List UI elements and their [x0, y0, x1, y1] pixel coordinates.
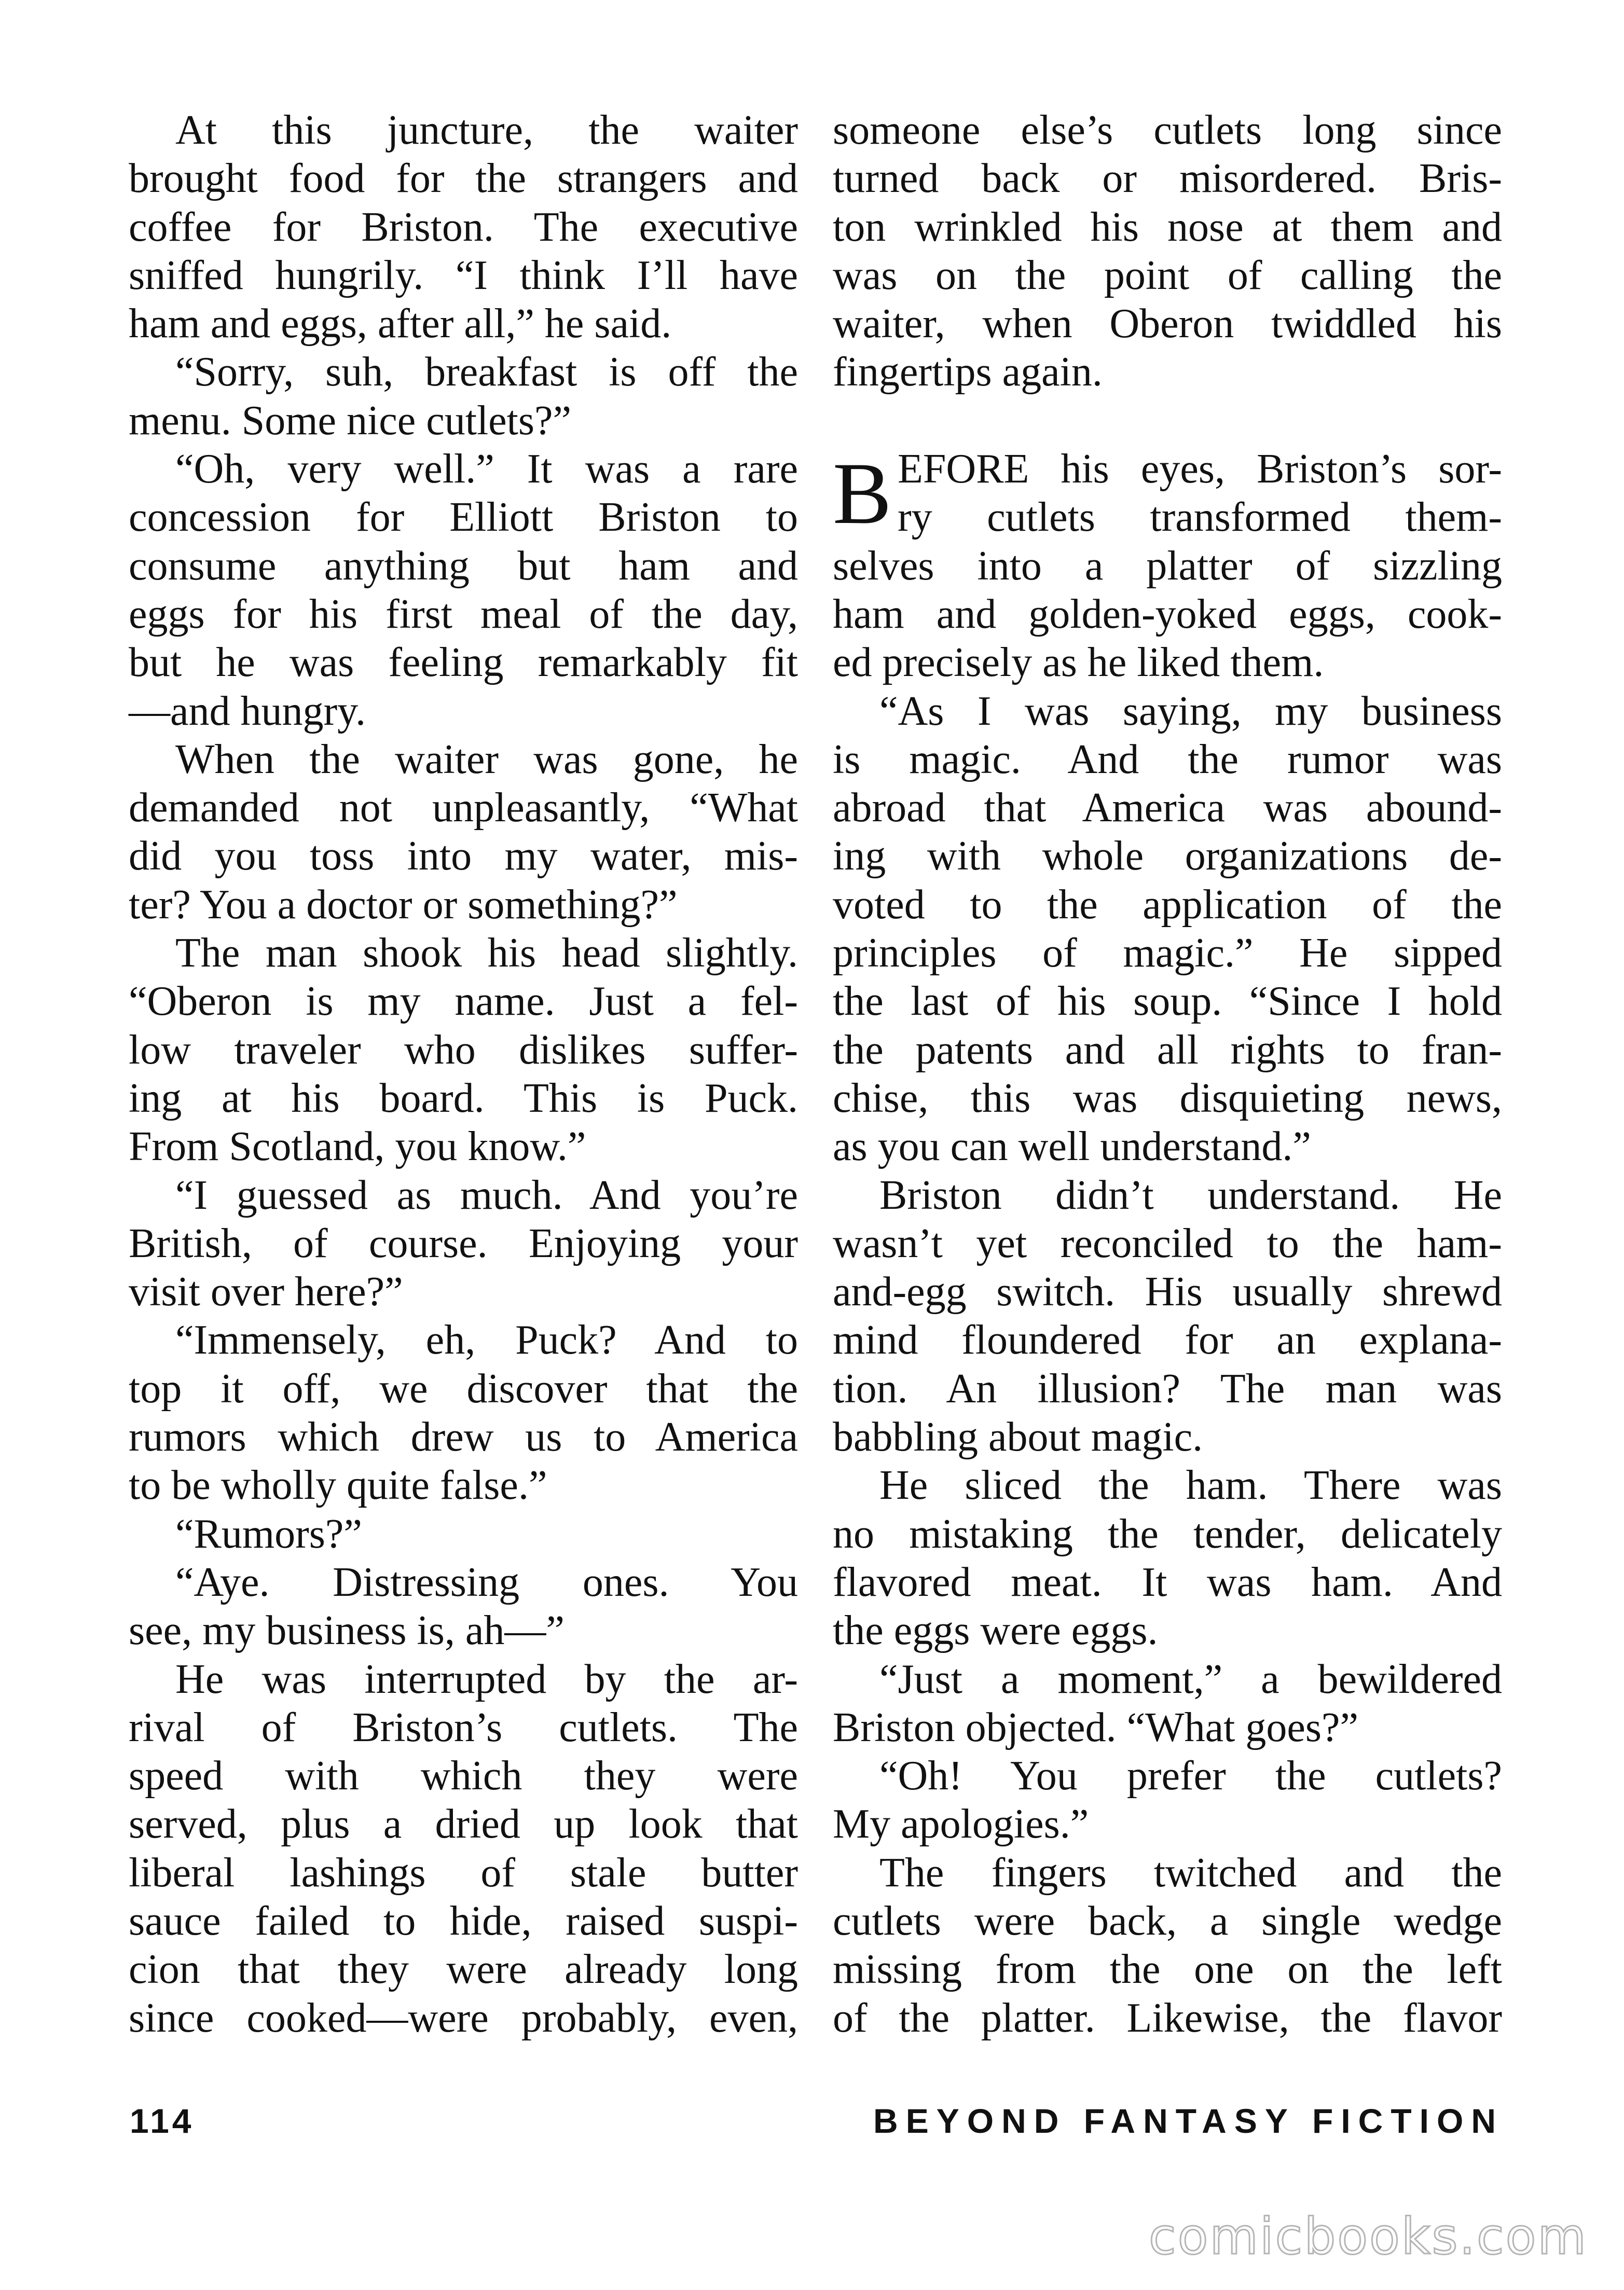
text-line: ed precisely as he liked them. — [833, 640, 1324, 686]
text-line: ter? You a doctor or something?” — [129, 881, 678, 928]
text-line: ham and eggs, after all,” he said. — [129, 301, 672, 347]
text-line: When the waiter was gone, he — [175, 736, 798, 782]
text-line: low traveler who dislikes suffer- — [129, 1027, 798, 1073]
text-line: At this juncture, the waiter — [175, 107, 798, 153]
text-line: did you toss into my water, mis- — [129, 833, 798, 879]
text-line: —and hungry. — [129, 688, 366, 734]
drop-cap-paragraph — [833, 445, 1502, 542]
text-line: From Scotland, you know.” — [129, 1124, 586, 1170]
text-line: to be wholly quite false.” — [129, 1463, 547, 1509]
text-line: “As I was saying, my business — [879, 688, 1502, 734]
drop-cap-lines — [833, 445, 1502, 542]
text-line: principles of magic.” He sipped — [833, 930, 1502, 976]
text-line: cutlets were back, a single wedge — [833, 1898, 1502, 1944]
running-title: BEYOND FANTASY FICTION — [873, 2102, 1504, 2140]
text-line: brought food for the strangers and — [129, 156, 798, 202]
text-line: demanded not unpleasantly, “What — [129, 785, 798, 831]
text-line: “Oberon is my name. Just a fel- — [129, 978, 798, 1025]
text-line: cion that they were already long — [129, 1947, 798, 1993]
text-line: speed with which they were — [129, 1753, 798, 1799]
right-column-top-text — [833, 106, 1502, 397]
text-line: liberal lashings of stale butter — [129, 1850, 798, 1896]
text-line: but he was feeling remarkably fit — [129, 640, 798, 686]
text-line: the patents and all rights to fran- — [833, 1027, 1502, 1073]
text-line: menu. Some nice cutlets?” — [129, 397, 572, 444]
text-line: My apologies.” — [833, 1801, 1089, 1847]
text-line: The fingers twitched and the — [879, 1850, 1502, 1896]
text-line: served, plus a dried up look that — [129, 1801, 798, 1847]
left-column — [129, 106, 798, 2043]
text-line: sauce failed to hide, raised suspi- — [129, 1898, 798, 1944]
drop-cap-letter: B — [833, 445, 892, 543]
text-line: voted to the application of the — [833, 881, 1502, 928]
text-line: waiter, when Oberon twiddled his — [833, 301, 1502, 347]
text-line: British, of course. Enjoying your — [129, 1220, 798, 1266]
text-line: as you can well understand.” — [833, 1124, 1311, 1170]
text-line: Briston objected. “What goes?” — [833, 1704, 1358, 1750]
text-line: rival of Briston’s cutlets. The — [129, 1704, 798, 1750]
text-line: the eggs were eggs. — [833, 1608, 1158, 1654]
right-column — [833, 106, 1502, 2043]
text-line: Briston didn’t understand. He — [879, 1172, 1502, 1218]
text-line: He was interrupted by the ar- — [175, 1656, 798, 1702]
text-line: He sliced the ham. There was — [879, 1463, 1502, 1509]
text-line: ry cutlets transformed them- — [898, 494, 1502, 541]
text-line: visit over here?” — [129, 1269, 403, 1315]
text-line: ing at his board. This is Puck. — [129, 1075, 798, 1121]
text-line: tion. An illusion? The man was — [833, 1365, 1502, 1412]
right-column-bottom-text — [833, 542, 1502, 2043]
text-line: concession for Elliott Briston to — [129, 494, 798, 541]
text-line: fingertips again. — [833, 349, 1103, 395]
text-line: “Aye. Distressing ones. You — [175, 1559, 798, 1605]
text-line: chise, this was disquieting news, — [833, 1075, 1502, 1121]
text-line: EFORE his eyes, Briston’s sor- — [898, 446, 1502, 492]
text-line: “I guessed as much. And you’re — [175, 1172, 798, 1218]
text-line: mind floundered for an explana- — [833, 1317, 1502, 1363]
text-line: someone else’s cutlets long since — [833, 107, 1502, 153]
text-line: no mistaking the tender, delicately — [833, 1511, 1502, 1557]
text-line: ing with whole organizations de- — [833, 833, 1502, 879]
text-line: sniffed hungrily. “I think I’ll have — [129, 252, 798, 298]
text-line: flavored meat. It was ham. And — [833, 1559, 1502, 1605]
text-line: the last of his soup. “Since I hold — [833, 978, 1502, 1025]
text-line: see, my business is, ah—” — [129, 1608, 565, 1654]
text-line: abroad that America was abound- — [833, 785, 1502, 831]
text-line: since cooked—were probably, even, — [129, 1995, 798, 2041]
text-line: “Oh! You prefer the cutlets? — [879, 1753, 1502, 1799]
text-line: “Sorry, suh, breakfast is off the — [175, 349, 798, 395]
text-line: “Immensely, eh, Puck? And to — [175, 1317, 798, 1363]
text-line: is magic. And the rumor was — [833, 736, 1502, 782]
page-number: 114 — [130, 2102, 195, 2140]
watermark-logo: comicbooks.com — [1148, 2208, 1588, 2266]
text-line: “Rumors?” — [175, 1511, 362, 1557]
text-line: eggs for his first meal of the day, — [129, 591, 798, 637]
section-break — [833, 397, 1502, 445]
text-line: “Just a moment,” a bewildered — [879, 1656, 1502, 1702]
text-line: missing from the one on the left — [833, 1947, 1502, 1993]
text-line: selves into a platter of sizzling — [833, 543, 1502, 589]
text-line: of the platter. Likewise, the flavor — [833, 1995, 1502, 2041]
text-line: and-egg switch. His usually shrewd — [833, 1269, 1502, 1315]
text-line: was on the point of calling the — [833, 252, 1502, 298]
text-line: consume anything but ham and — [129, 543, 798, 589]
text-line: rumors which drew us to America — [129, 1414, 798, 1460]
text-line: wasn’t yet reconciled to the ham- — [833, 1220, 1502, 1266]
text-line: ton wrinkled his nose at them and — [833, 204, 1502, 250]
text-line: The man shook his head slightly. — [175, 930, 798, 976]
text-line: babbling about magic. — [833, 1414, 1203, 1460]
text-line: coffee for Briston. The executive — [129, 204, 798, 250]
text-line: ham and golden-yoked eggs, cook- — [833, 591, 1502, 637]
text-line: top it off, we discover that the — [129, 1365, 798, 1412]
text-line: “Oh, very well.” It was a rare — [175, 446, 798, 492]
text-line: turned back or misordered. Bris- — [833, 156, 1502, 202]
